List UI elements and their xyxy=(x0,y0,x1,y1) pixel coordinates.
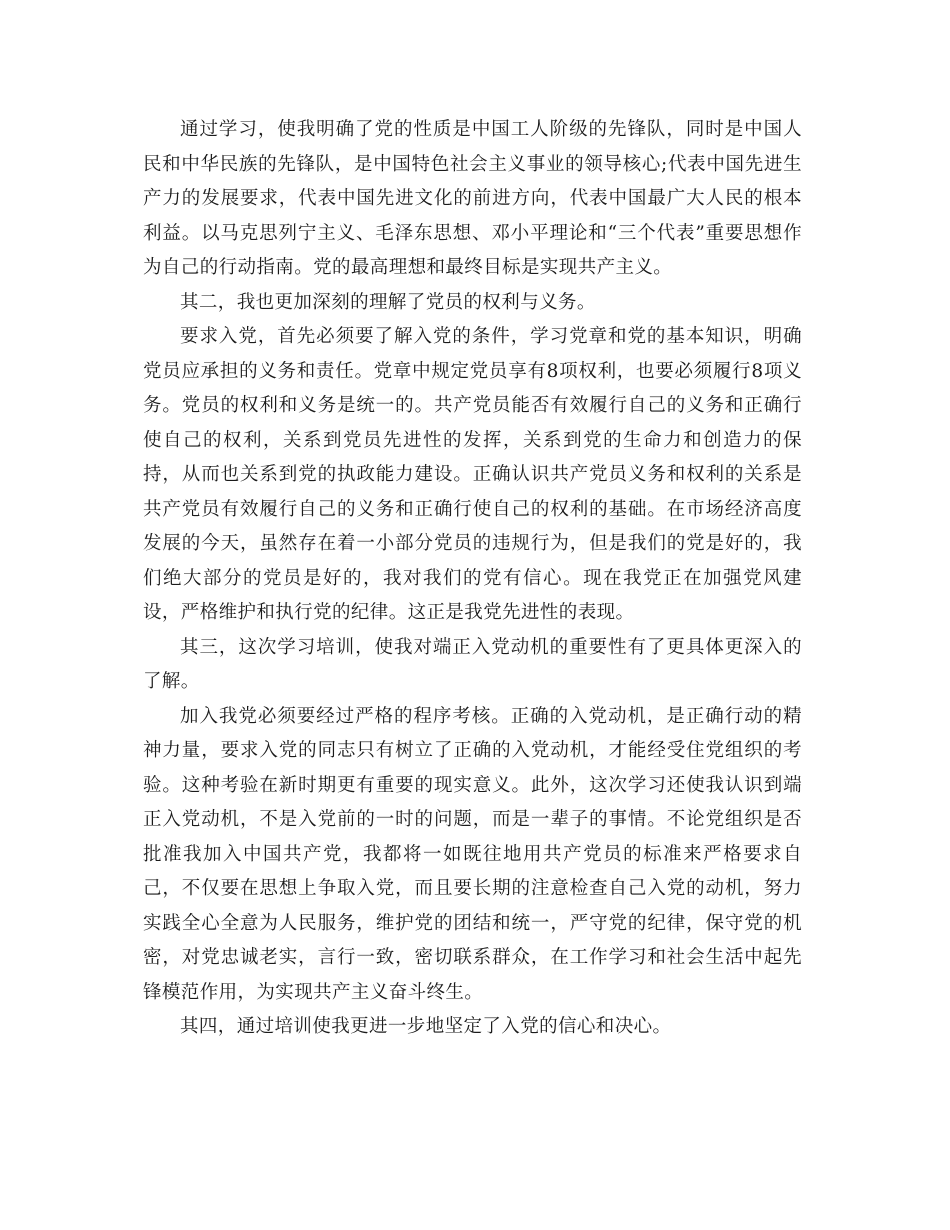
paragraph-rights-duties: 要求入党，首先必须要了解入党的条件，学习党章和党的基本知识，明确党员应承担的义务和责任。党章中规定党员享有8项权利，也要必须履行8项义务。党员的权利和义务是统一的。共产党员能否有效履行自己的义务和正确行使自己的权利，关系到党员先进性的发挥，关系到党的生命力和创造力的保持，从而也关系到党的执政能力建设。正确认识共产党员义务和权利的关系是共产党员有效履行自己的义务和正确行使自己的权利的基础。在市场经济高度发展的今天，虽然存在着一小部分党员的违规行为，但是我们的党是好的，我们绝大部分的党员是好的，我对我们的党有信心。现在我党正在加强党风建设，严格维护和执行党的纪律。这正是我党先进性的表现。 xyxy=(143,326,802,623)
paragraph-motivation: 加入我党必须要经过严格的程序考核。正确的入党动机，是正确行动的精神力量，要求入党的同志只有树立了正确的入党动机，才能经受住党组织的考验。这种考验在新时期更有重要的现实意义。此外，这次学习还使我认识到端正入党动机，不是入党前的一时的问题，而是一辈子的事情。不论党组织是否批准我加入中国共产党，我都将一如既往地用共产党员的标准来严格要求自己，不仅要在思想上争取入党，而且要长期的注意检查自己入党的动机，努力实践全心全意为人民服务，维护党的团结和统一，严守党的纪律，保守党的机密，对党忠诚老实，言行一致，密切联系群众，在工作学习和社会生活中起先锋模范作用，为实现共产主义奋斗终生。 xyxy=(143,705,802,1003)
paragraph-heading-fourth: 其四，通过培训使我更进一步地坚定了入党的信心和决心。 xyxy=(180,1016,672,1037)
paragraph-heading-second: 其二，我也更加深刻的理解了党员的权利与义务。 xyxy=(180,291,596,313)
paragraph-party-nature: 通过学习，使我明确了党的性质是中国工人阶级的先锋队，同时是中国人民和中华民族的先锋队，是中国特色社会主义事业的领导核心;代表中国先进生产力的发展要求，代表中国先进文化的前进方向，代表中国最广大人民的根本利益。以马克思列宁主义、毛泽东思想、邓小平理论和“三个代表”重要思想作为自己的行动指南。党的最高理想和最终目标是实现共产主义。 xyxy=(143,119,802,278)
paragraph-heading-third: 其三，这次学习培训，使我对端正入党动机的重要性有了更具体更深入的了解。 xyxy=(143,636,802,692)
document-body xyxy=(143,113,802,1045)
